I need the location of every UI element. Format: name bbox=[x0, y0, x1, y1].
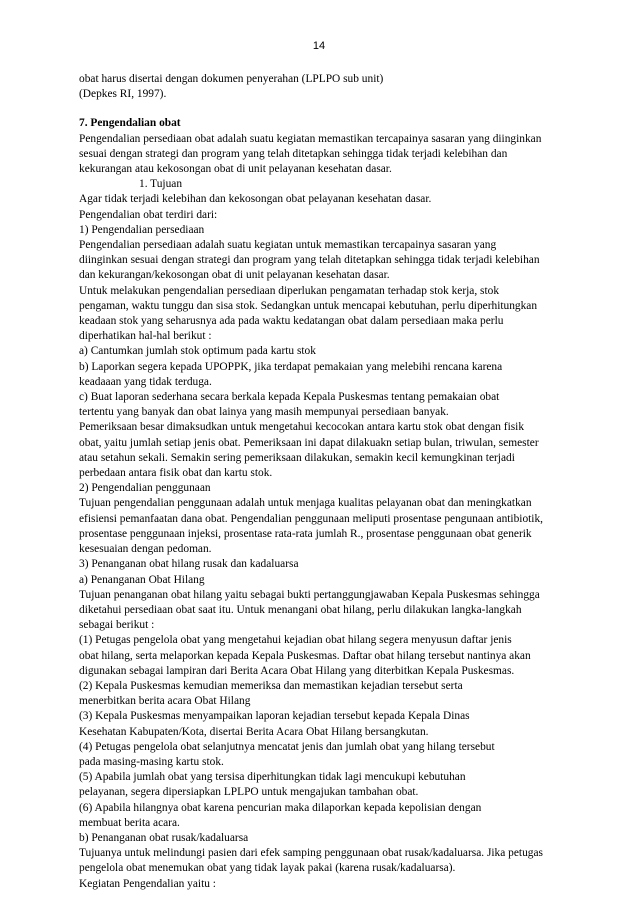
text-line: b) Penanganan obat rusak/kadaluarsa bbox=[79, 831, 249, 844]
text-line: Pengendalian obat terdiri dari: bbox=[79, 208, 218, 221]
text-line: Untuk melakukan pengendalian persediaan diperlukan pengamatan terhadap stok kerja, stok bbox=[79, 284, 500, 297]
text-line: diketahui persediaan obat saat itu. Untuk menangani obat hilang, perlu dilakukan langka-langkah bbox=[79, 603, 522, 616]
text-line: (3) Kepala Puskesmas menyampaikan laporan kejadian tersebut kepada Kepala Dinas bbox=[79, 710, 470, 723]
text-line: a) Penanganan Obat Hilang bbox=[79, 573, 205, 586]
text-line: pelayanan, segera dipersiapkan LPLPO untuk mengajukan tambahan obat. bbox=[79, 786, 419, 799]
page-number: 14 bbox=[312, 40, 326, 52]
text-line: (2) Kepala Puskesmas kemudian memeriksa dan memastikan kejadian tersebut serta bbox=[79, 679, 463, 692]
text-line: obat hilang, serta melaporkan kepada Kepala Puskesmas. Daftar obat hilang tersebut nantinya akan bbox=[79, 649, 531, 662]
text-line: 1) Pengendalian persediaan bbox=[79, 223, 205, 236]
text-line: (5) Apabila jumlah obat yang tersisa diperhitungkan tidak lagi mencukupi kebutuhan bbox=[79, 771, 466, 784]
text-line: (6) Apabila hilangnya obat karena pencurian maka dilaporkan kepada kepolisian dengan bbox=[79, 801, 482, 814]
text-line: Tujuan pengendalian penggunaan adalah untuk menjaga kualitas pelayanan obat dan meningkatkan bbox=[79, 497, 532, 510]
text-line: 3) Penanganan obat hilang rusak dan kadaluarsa bbox=[79, 558, 299, 571]
text-line: tertentu yang banyak dan obat lainya yang masih mempunyai persediaan banyak. bbox=[79, 406, 449, 419]
text-line: (4) Petugas pengelola obat selanjutnya mencatat jenis dan jumlah obat yang hilang tersebut bbox=[79, 740, 495, 753]
text-line: pengaman, waktu tunggu dan sisa stok. Sedangkan untuk mencapai kebutuhan, perlu diperhitungkan bbox=[79, 299, 538, 312]
text-line: b) Laporkan segera kepada UPOPPK, jika terdapat pemakaian yang melebihi rencana karena bbox=[79, 360, 503, 373]
text-line: digunakan sebagai lampiran dari Berita Acara Obat Hilang yang diterbitkan Kepala Puskesmas. bbox=[79, 664, 515, 677]
text-line: atau setahun sekali. Semakin sering pemeriksaan dilakukan, semakin kecil kemungkinan terjadi bbox=[79, 451, 515, 464]
text-line: Kegiatan Pengendalian yaitu : bbox=[79, 877, 216, 890]
text-line: prosentase penggunaan injeksi, prosentase rata-rata jumlah R., prosentase penggunaan obat generik bbox=[79, 527, 532, 540]
text-line: Pengendalian persediaan obat adalah suatu kegiatan memastikan tercapainya sasaran yang diinginkan bbox=[79, 132, 542, 145]
text-line: kekurangan atau kekosongan obat di unit pelayanan kesehatan dasar. bbox=[79, 163, 392, 176]
text-line: Pemeriksaan besar dimaksudkan untuk mengetahui kecocokan antara kartu stok obat dengan fisik bbox=[79, 421, 525, 434]
text-line: Tujuan penanganan obat hilang yaitu sebagai bukti pertanggungjawaban Kepala Puskesmas sehingga bbox=[79, 588, 540, 601]
text-line: keadaan stok yang seharusnya ada pada waktu kedatangan obat dalam persediaan maka perlu bbox=[79, 315, 504, 328]
section-heading: 7. Pengendalian obat bbox=[79, 117, 181, 130]
text-line: kesesuaian dengan pedoman. bbox=[79, 543, 212, 556]
text-line: pada masing-masing kartu stok. bbox=[79, 755, 224, 768]
text-line: membuat berita acara. bbox=[79, 816, 180, 829]
document-body bbox=[79, 72, 569, 892]
text-line: sesuai dengan strategi dan program yang telah ditetapkan sehingga tidak terjadi kelebihan dan bbox=[79, 147, 508, 160]
text-line: Kesehatan Kabupaten/Kota, disertai Berita Acara Obat Hilang bersangkutan. bbox=[79, 725, 429, 738]
text-line: diperhatikan hal-hal berikut : bbox=[79, 330, 212, 343]
text-line: (Depkes RI, 1997). bbox=[79, 88, 167, 101]
text-line: a) Cantumkan jumlah stok optimum pada kartu stok bbox=[79, 345, 316, 358]
text-line: obat harus disertai dengan dokumen penyerahan (LPLPO sub unit) bbox=[79, 73, 384, 85]
text-line: menerbitkan berita acara Obat Hilang bbox=[79, 695, 251, 708]
paragraph-spacer bbox=[79, 102, 569, 116]
text-line: c) Buat laporan sederhana secara berkala kepada Kepala Puskesmas tentang pemakaian obat bbox=[79, 391, 500, 404]
text-line: 2) Pengendalian penggunaan bbox=[79, 482, 211, 495]
text-line: Pengendalian persediaan adalah suatu kegiatan untuk memastikan tercapainya sasaran yang bbox=[79, 239, 497, 252]
text-line: Agar tidak terjadi kelebihan dan kekosongan obat pelayanan kesehatan dasar. bbox=[79, 193, 432, 206]
text-line: diinginkan sesuai dengan strategi dan program yang telah ditetapkan sehingga tidak terjadi kelebihan bbox=[79, 254, 540, 267]
text-line: perbedaan antara fisik obat dan kartu stok. bbox=[79, 467, 273, 480]
text-line: 1. Tujuan bbox=[139, 178, 183, 191]
text-line: Tujuanya untuk melindungi pasien dari efek samping penggunaan obat rusak/kadaluarsa. Jika petugas bbox=[79, 847, 543, 860]
text-line: efisiensi pemanfaatan dana obat. Pengendalian penggunaan meliputi prosentase pengunaan antibiotik, bbox=[79, 512, 544, 525]
text-line: sebagai berikut : bbox=[79, 619, 155, 632]
text-line: keadaaan yang tidak terduga. bbox=[79, 375, 212, 388]
text-line: obat, yaitu jumlah setiap jenis obat. Pemeriksaan ini dapat dilakuakn setiap bulan, triwulan, semester bbox=[79, 436, 539, 449]
text-line: (1) Petugas pengelola obat yang mengetahui kejadian obat hilang segera menyusun daftar jenis bbox=[79, 634, 512, 647]
text-line: dan kekurangan/kekosongan obat di unit pelayanan kesehatan dasar. bbox=[79, 269, 390, 282]
text-line: pengelola obat menemukan obat yang tidak layak pakai (karena rusak/kadaluarsa). bbox=[79, 862, 456, 875]
